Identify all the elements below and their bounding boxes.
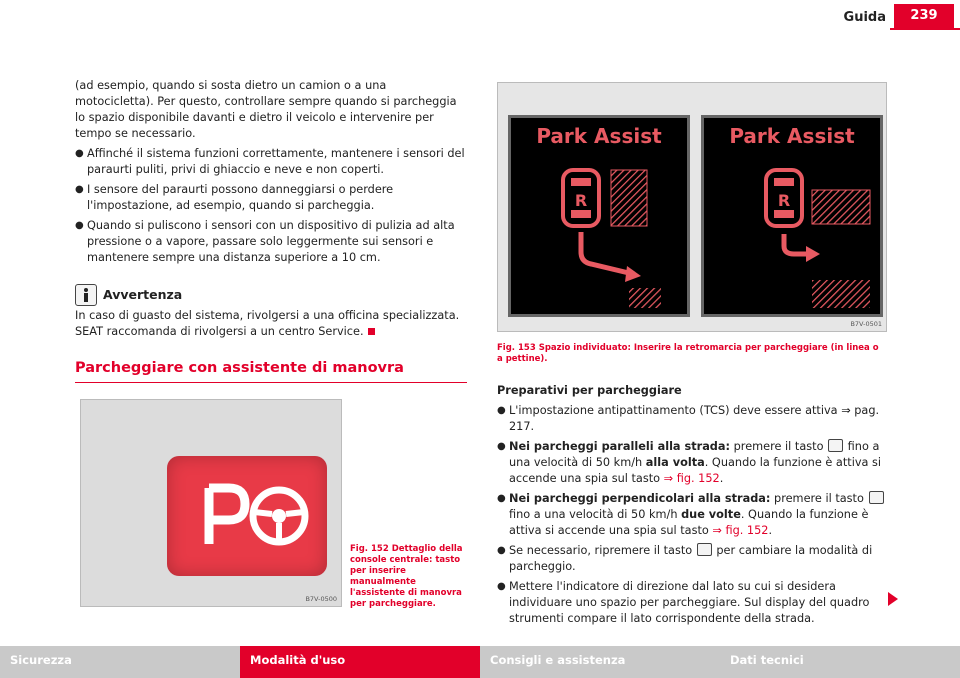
reference-arrow-icon: ⇒ <box>841 404 851 417</box>
svg-text:R: R <box>777 191 791 210</box>
display-panel-perpendicular <box>701 115 883 317</box>
bullet-item <box>75 182 467 214</box>
panel-title: Park Assist <box>536 124 662 148</box>
bullet-item <box>497 543 889 575</box>
bullet-item <box>75 146 467 178</box>
bullet-text: Mettere l'indicatore di direzione dal lato su cui si desidera individuare uno spazio per parcheggiare. Sul display del quadro strumenti compare il lato corrispondente della strada. <box>509 580 870 625</box>
bullet-icon: ● <box>75 184 84 195</box>
figure-code: B7V-0500 <box>305 595 337 603</box>
park-assist-key-icon <box>828 439 843 452</box>
warning-text-content: In caso di guasto del sistema, rivolgersi a una officina specializzata. SEAT raccomanda di rivolgersi a un centro Service. <box>75 309 460 338</box>
bullet-icon: ● <box>497 545 506 556</box>
park-assist-key-icon <box>869 491 884 504</box>
park-assist-button-image <box>167 456 327 576</box>
display-panel-parallel <box>508 115 690 317</box>
bullet-text: Quando si puliscono i sensori con un dispositivo di pulizia ad alta pressione o a vapore, passare solo leggermente sui sensori e mantenere sempre una distanza superiore a 10 cm. <box>87 219 455 264</box>
tab-consigli-assistenza[interactable]: Consigli e assistenza <box>480 646 720 678</box>
warning-heading <box>75 284 467 306</box>
bullet-icon: ● <box>497 581 506 592</box>
figure-code: B7V-0501 <box>850 320 882 328</box>
bullet-item <box>497 403 889 435</box>
bullet-icon: ● <box>497 405 506 416</box>
bullet-icon: ● <box>497 441 506 452</box>
page-number: 239 <box>894 4 954 28</box>
figure-152 <box>80 399 342 607</box>
bullet-icon: ● <box>75 148 84 159</box>
tab-modalita-uso[interactable]: Modalità d'uso <box>240 646 480 678</box>
bullet-item <box>75 218 467 266</box>
tab-sicurezza[interactable]: Sicurezza <box>0 646 240 678</box>
figure-153-caption: Fig. 153 Spazio individuato: Inserire la retromarcia per parcheggiare (in linea o a pettine). <box>497 343 879 364</box>
info-icon <box>75 284 97 306</box>
section-title: Parcheggiare con assistente di manovra <box>75 360 467 383</box>
next-page-arrow-icon[interactable] <box>888 592 898 606</box>
bullet-text: Nei parcheggi paralleli alla strada: premere il tasto fino a una velocità di 50 km/h alla volta. Quando la funzione è attiva si accende una spia sul tasto ⇒ fig. 152. <box>509 440 882 485</box>
bullet-item <box>497 491 889 539</box>
panel-title: Park Assist <box>729 124 855 148</box>
figure-reference-link[interactable]: ⇒ fig. 152 <box>663 472 720 485</box>
warning-text <box>75 308 467 340</box>
bullet-text: L'impostazione antipattinamento (TCS) deve essere attiva ⇒ pag. 217. <box>509 404 880 433</box>
bullet-text: Nei parcheggi perpendicolari alla strada: premere il tasto fino a una velocità di 50 km/h due volte. Quando la funzione è attiva si accende una spia sul tasto ⇒ fig. 152. <box>509 491 889 539</box>
left-column <box>75 78 467 344</box>
perpendicular-parking-diagram-icon <box>704 162 880 312</box>
bullet-item <box>497 579 889 627</box>
bullet-item <box>497 439 889 487</box>
park-assist-symbol-icon <box>167 456 327 576</box>
header-rule <box>890 28 960 30</box>
right-column <box>497 383 889 627</box>
figure-152-caption: Fig. 152 Dettaglio della console centrale: tasto per inserire manualmente l'assistente di manovra per parcheggiare. <box>350 544 463 609</box>
parallel-parking-diagram-icon <box>511 162 687 312</box>
bullet-text: I sensore del paraurti possono danneggiarsi o perdere l'impostazione, ad esempio, quando si parcheggia. <box>87 183 394 212</box>
tab-dati-tecnici[interactable]: Dati tecnici <box>720 646 960 678</box>
bullet-text: Affinché il sistema funzioni correttamente, mantenere i sensori del paraurti puliti, privi di ghiaccio e neve e non coperti. <box>87 147 465 176</box>
svg-text:R: R <box>574 191 588 210</box>
warning-title: Avvertenza <box>103 287 183 302</box>
chapter-title: Guida <box>843 10 886 25</box>
intro-paragraph: (ad esempio, quando si sosta dietro un camion o a una motocicletta). Per questo, controllare sempre quando si parcheggia lo spazio disponibile davanti e dietro il veicolo e intervenire per tempo se necessario. <box>75 79 457 140</box>
end-mark-icon <box>368 328 375 335</box>
figure-reference-link[interactable]: ⇒ fig. 152 <box>712 524 769 537</box>
figure-153 <box>497 82 887 332</box>
park-assist-key-icon <box>697 543 712 556</box>
bullet-text: Se necessario, ripremere il tasto per cambiare la modalità di parcheggio. <box>509 544 873 573</box>
subsection-title: Preparativi per parcheggiare <box>497 384 682 397</box>
footer-nav <box>0 646 960 678</box>
bullet-icon: ● <box>75 220 84 231</box>
bullet-icon: ● <box>497 493 506 504</box>
page-reference-link[interactable]: pag. 217. <box>509 404 880 433</box>
